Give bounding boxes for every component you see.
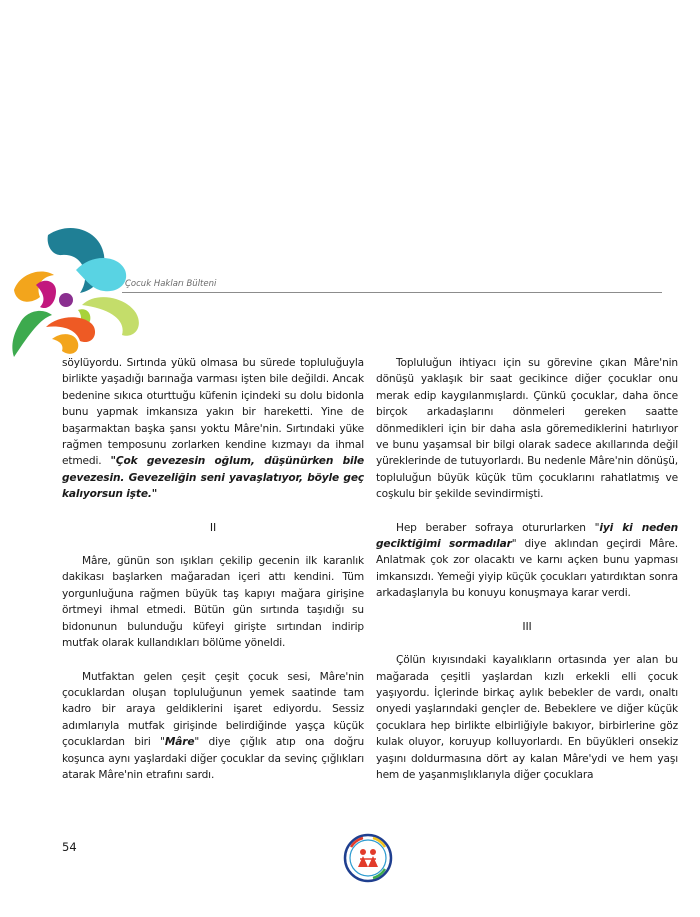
paragraph: Mâre, günün son ışıkları çekilip gecenin ilk karanlık dakikası başlarken mağaradan içeri attı kendini. Tüm yorgunluğuna rağmen büyük taş kapıyı mağara girişine örtmeyi ihmal etmedi. Bütün gün sırtında taşıdığı su bidonunun bulunduğu küfeyi girişte sırtından indirip mutfak olarak kullandıkları bölüme yöneldi.: [62, 555, 364, 650]
spacer: [376, 503, 678, 520]
section-number: III: [522, 619, 532, 633]
spacer: [62, 652, 364, 669]
green-drop-shape: [12, 311, 52, 357]
left-column: [62, 355, 364, 783]
paragraph: [376, 520, 678, 602]
spacer: [62, 536, 364, 553]
paragraph-text: " diye aklından geçirdi Mâre. Anlatmak çok zor olacaktı ve karnı açken bunu yapması imkansızdı. Yemeği yiyip küçük çocukları yatırdıktan sonra arkadaşlarıyla bu konuyu konuşmaya karar verdi.: [376, 538, 678, 600]
page-number: 54: [62, 840, 77, 854]
emphasis-text: Mâre: [164, 736, 195, 749]
paragraph-text: Hep beraber sofraya otururlarken ": [396, 521, 600, 534]
paragraph-text: söylüyordu. Sırtında yükü olmasa bu sürede topluluğuyla birlikte yaşadığı barınağa varması işten bile değildi. Ancak bedenine sıkıca oturttuğu küfenin içindeki su dolu bidonla bunu yapmak imkansıza yakın bir hareketti. Yine de başarmaktan başka şansı yoktu Mâre'nin. Sırtındaki yüke rağmen temposunu zorlarken kendine kızmayı da ihmal etmedi.: [62, 357, 364, 468]
purple-dot-shape: [59, 293, 73, 307]
emphasis-text: iyi ki neden geciktiğimi sormadılar: [376, 521, 678, 551]
section-number: II: [209, 520, 217, 534]
paragraph-text: Mutfaktan gelen çeşit çeşit çocuk sesi, Mâre'nin çocuklardan oluşan topluluğunun yemek saatinde tam kadro bir araya geldiklerini işaret ediyordu. Sessiz adımlarıyla mutfak girişinde belirdiğinde yaşça küçük çocuklardan biri ": [62, 670, 364, 749]
paragraph: Topluluğun ihtiyacı için su görevine çıkan Mâre'nin dönüşü yaklaşık bir saat gecikince diğer çocuklar onu merak edip kaygılanmışlardı. Çünkü çocuklar, daha önce birçok arkadaşlarını dönmeleri gereken saatte dönmedikleri için bir daha asla göremediklerini hatırlıyor ve bunu yaşamsal bir bilgi olarak sadece akıllarında değil yüreklerinde de tutuyorlardı. Bu nedenle Mâre'nin dönüşü, topluluğun büyük küçük tüm çocuklarını rahatlatmış ve coşkulu bir şekilde sevindirmişti.: [376, 357, 678, 501]
spacer: [62, 503, 364, 520]
italic-quote: "Çok gevezesin oğlum, düşünürken bile gevezesin. Gevezeliğin seni yavaşlatıyor, böyle geç kalıyorsun işte.": [62, 455, 365, 501]
spacer: [376, 635, 678, 652]
orange-lower-drop-shape: [52, 334, 78, 354]
paragraph: [62, 355, 364, 503]
spacer: [376, 602, 678, 619]
right-column: [376, 355, 678, 783]
paragraph: [62, 669, 364, 784]
header-divider: [122, 292, 662, 293]
organization-seal-logo: [343, 833, 393, 883]
paragraph: Çölün kıyısındaki kayalıkların ortasında yer alan bu mağarada çeşitli yaşlardan kızlı erkekli elli çocuk yaşıyordu. İçlerinde birkaç aylık bebekler de vardı, onaltı onyedi yaşlarındaki gençler de. Bebeklere ve diğer küçük çocuklara hep birlikte elbirliğiyle bakıyor, birbirlerine göz kulak oluyor, koruyup kolluyorlardı. En büyükleri onsekiz yaşını doldurmasına dört ay kalan Mâre'ydi ve hem yaşı hem de yaşanmışlıklarıyla diğer çocuklara: [376, 654, 678, 781]
paragraph-text: " diye çığlık atıp ona doğru koşunca aynı yaşlardaki diğer çocuklar da sevinç çığlıkları atarak Mâre'nin etrafını sardı.: [62, 736, 365, 781]
bulletin-title: Çocuk Hakları Bülteni: [125, 279, 217, 289]
